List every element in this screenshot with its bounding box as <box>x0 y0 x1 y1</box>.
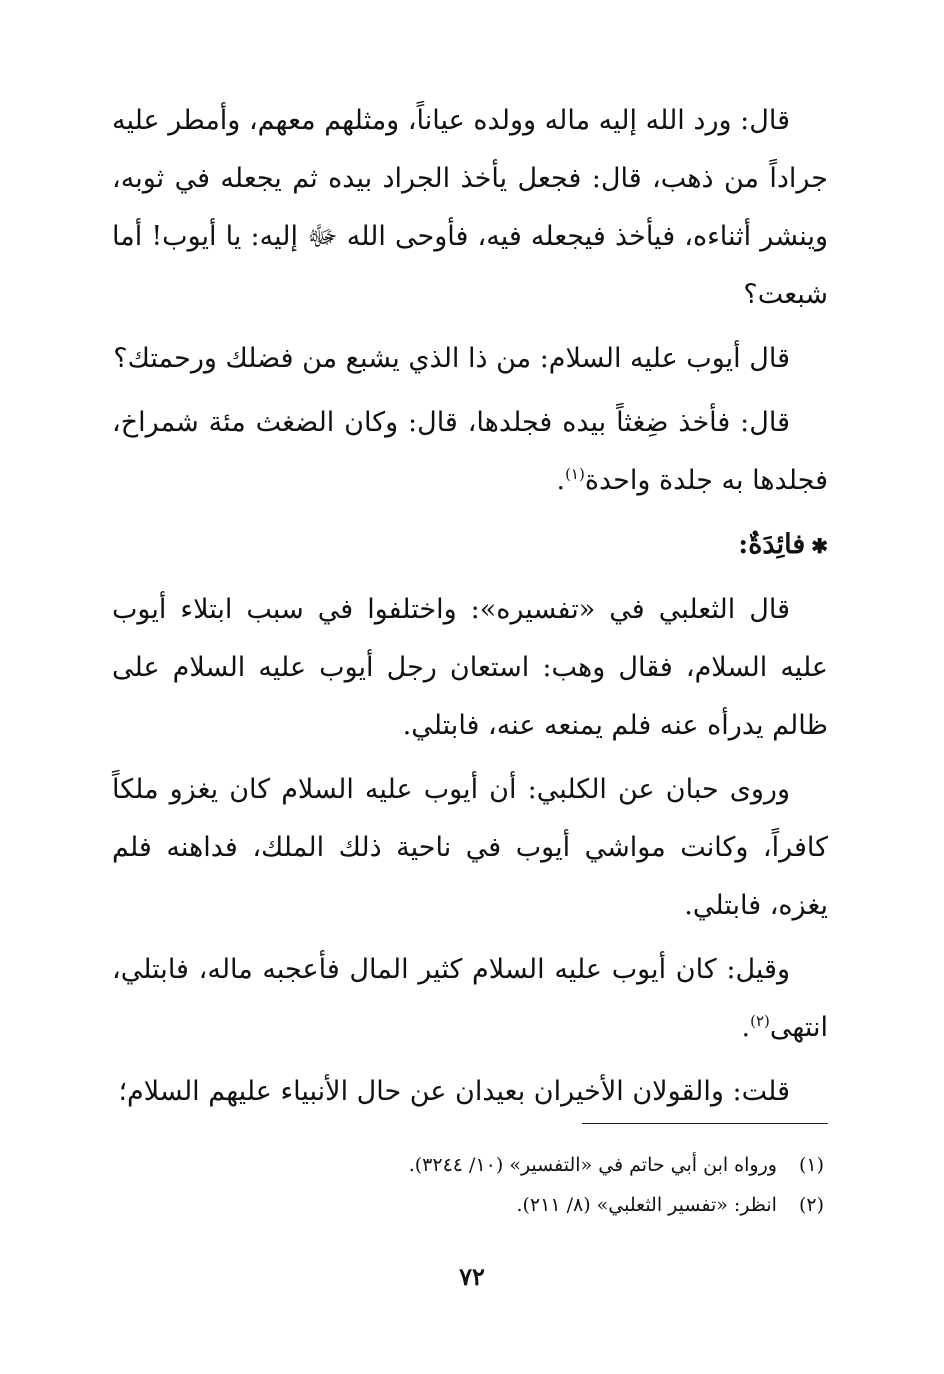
footnote-2-text: انظر: «تفسير الثعلبي» (٨/ ٢١١). <box>516 1194 777 1216</box>
footnote-2 <box>124 1185 824 1225</box>
paragraph-7: قلت: والقولان الأخيران بعيدان عن حال الأنبياء عليهم السلام؛ <box>118 1076 790 1107</box>
page-body <box>112 92 828 1127</box>
paragraph-3 <box>112 394 828 510</box>
paragraph-6-end: . <box>741 1012 751 1043</box>
section-heading-text: فائِدَةٌ: <box>738 529 806 560</box>
paragraph-4: قال الثعلبي في «تفسيره»: واختلفوا في سبب ابتلاء أيوب عليه السلام، فقال وهب: استعان رجل أيوب عليه السلام على ظالم يدرأه عنه فلم يمنعه عنه، فابتلي. <box>112 594 828 741</box>
page-number: ٧٢ <box>459 1262 485 1291</box>
footnote-divider <box>582 1123 828 1124</box>
footnote-ref-2: (٢) <box>750 1012 770 1030</box>
footnote-2-number: (٢) <box>798 1194 824 1216</box>
star-icon: ✱ <box>811 534 828 558</box>
section-heading <box>112 516 828 575</box>
paragraph-3-end: . <box>556 465 566 496</box>
paragraph-1: قال: ورد الله إليه ماله وولده عياناً، ومثلهم معهم، وأمطر عليه جراداً من ذهب، قال: فجعل يأخذ الجراد بيده ثم يجعله في ثوبه، وينشر أثناءه، فيأخذ فيجعله فيه، فأوحى الله ﷻ إليه: يا أيوب! أما شبعت؟ <box>112 105 828 310</box>
paragraph-6 <box>112 941 828 1057</box>
paragraph-5: وروى حبان عن الكلبي: أن أيوب عليه السلام كان يغزو ملكاً كافراً، وكانت مواشي أيوب في ناحية ذلك الملك، فداهنه فلم يغزه، فابتلي. <box>112 774 828 921</box>
footnote-ref-1: (١) <box>565 465 585 483</box>
footnote-1-number: (١) <box>798 1154 824 1176</box>
paragraph-6-text: وقيل: كان أيوب عليه السلام كثير المال فأعجبه ماله، فابتلي، انتهى <box>112 954 828 1043</box>
footnote-1 <box>124 1145 824 1185</box>
paragraph-2: قال أيوب عليه السلام: من ذا الذي يشبع من فضلك ورحمتك؟ <box>113 343 790 374</box>
paragraph-3-text: قال: فأخذ ضِغثاً بيده فجلدها، قال: وكان الضغث مئة شمراخ، فجلدها به جلدة واحدة <box>112 407 828 496</box>
footnotes <box>124 1145 824 1225</box>
footnote-1-text: ورواه ابن أبي حاتم في «التفسير» (١٠/ ٣٢٤٤). <box>408 1154 777 1176</box>
